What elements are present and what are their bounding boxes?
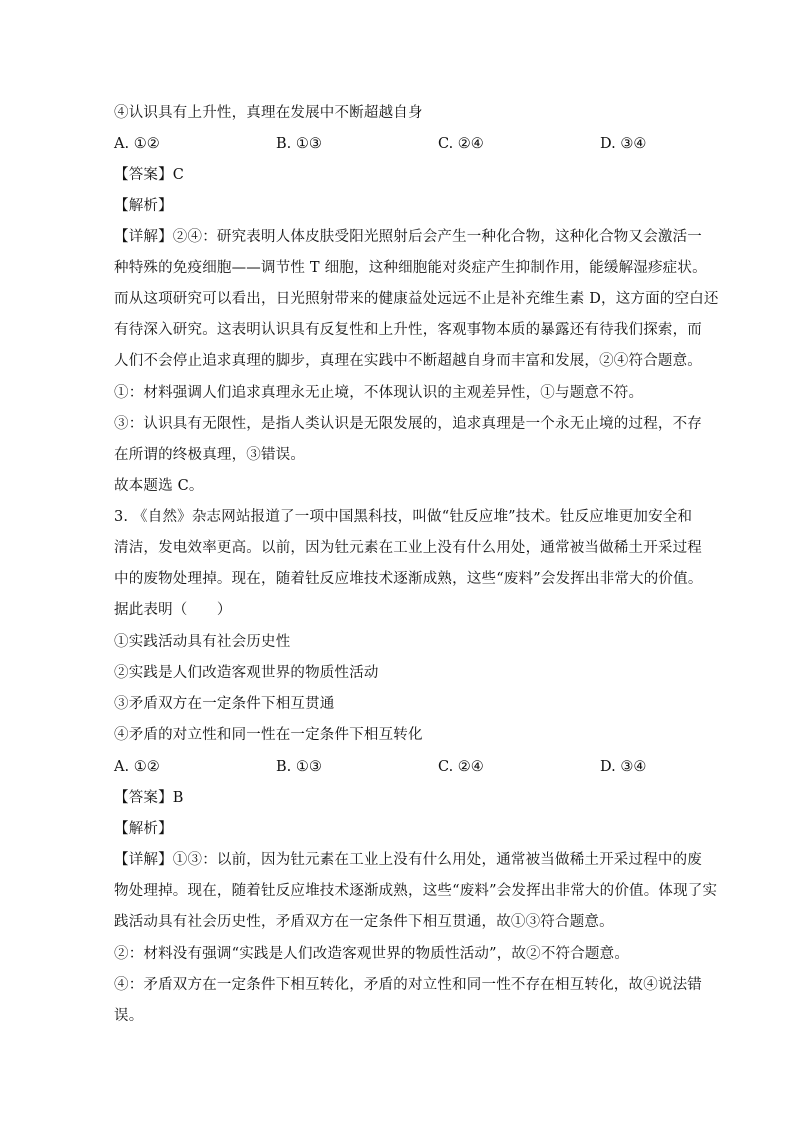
q2-analysis-label: 【解析】 <box>114 198 173 214</box>
q3-stem-line: 据此表明（ ） <box>114 602 232 618</box>
q3-choice-a: A. ①② <box>114 759 160 775</box>
q3-choice-c: C. ②④ <box>438 759 484 775</box>
q3-option-3: ③矛盾双方在一定条件下相互贯通 <box>114 696 335 712</box>
q3-option-2: ②实践是人们改造客观世界的物质性活动 <box>114 665 379 681</box>
q3-analysis-label: 【解析】 <box>114 821 173 837</box>
q2-conclusion: 故本题选 C。 <box>114 478 204 494</box>
q3-choice-b: B. ①③ <box>276 759 322 775</box>
q2-detail-line: 【详解】②④：研究表明人体皮肤受阳光照射后会产生一种化合物，这种化合物又会激活一 <box>114 229 702 245</box>
q2-choice-c: C. ②④ <box>438 136 484 152</box>
q3-option-4: ④矛盾的对立性和同一性在一定条件下相互转化 <box>114 727 423 743</box>
q2-choice-d: D. ③④ <box>600 136 647 152</box>
q2-choice-a: A. ①② <box>114 136 160 152</box>
q3-answer: 【答案】B <box>114 790 184 806</box>
q3-note-2: ②：材料没有强调“实践是人们改造客观世界的物质性活动”，故②不符合题意。 <box>114 946 630 962</box>
q3-detail-line: 【详解】①③：以前，因为钍元素在工业上没有什么用处，通常被当做稀土开采过程中的废 <box>114 852 702 868</box>
q3-note-4-line: ④：矛盾双方在一定条件下相互转化，矛盾的对立性和同一性不存在相互转化，故④说法错 <box>114 977 702 993</box>
q3-note-4-line: 误。 <box>114 1008 144 1024</box>
q2-detail-line: 而从这项研究可以看出，日光照射带来的健康益处远远不止是补充维生素 D，这方面的空白还 <box>114 291 719 307</box>
q2-detail-line: 种特殊的免疫细胞——调节性 T 细胞，这种细胞能对炎症产生抑制作用，能缓解湿疹症状。 <box>114 260 707 276</box>
q3-stem-line: 中的废物处理掉。现在，随着钍反应堆技术逐渐成熟，这些“废料”会发挥出非常大的价值。 <box>114 571 703 587</box>
q3-detail-line: 物处理掉。现在，随着钍反应堆技术逐渐成熟，这些“废料”会发挥出非常大的价值。体现了实 <box>114 883 718 899</box>
q2-note-1: ①：材料强调人们追求真理永无止境，不体现认识的主观差异性，①与题意不符。 <box>114 385 644 401</box>
q3-detail-line: 践活动具有社会历史性，矛盾双方在一定条件下相互贯通，故①③符合题意。 <box>114 914 614 930</box>
q3-stem-line: 清洁，发电效率更高。以前，因为钍元素在工业上没有什么用处，通常被当做稀土开采过程 <box>114 540 702 556</box>
q3-option-1: ①实践活动具有社会历史性 <box>114 634 291 650</box>
q2-detail-line: 人们不会停止追求真理的脚步，真理在实践中不断超越自身而丰富和发展，②④符合题意。 <box>114 353 702 369</box>
q2-answer: 【答案】C <box>114 167 185 183</box>
q3-choice-d: D. ③④ <box>600 759 647 775</box>
q2-note-3-line: ③：认识具有无限性，是指人类认识是无限发展的，追求真理是一个永无止境的过程，不存 <box>114 416 702 432</box>
q2-choice-b: B. ①③ <box>276 136 322 152</box>
q2-option-4: ④认识具有上升性，真理在发展中不断超越自身 <box>114 105 423 121</box>
q2-detail-line: 有待深入研究。这表明认识具有反复性和上升性，客观事物本质的暴露还有待我们探索，而 <box>114 322 702 338</box>
q3-stem-line: 3. 《自然》杂志网站报道了一项中国黑科技，叫做“钍反应堆”技术。钍反应堆更加安全和 <box>114 509 693 525</box>
q2-note-3-line: 在所谓的终极真理，③错误。 <box>114 447 306 463</box>
